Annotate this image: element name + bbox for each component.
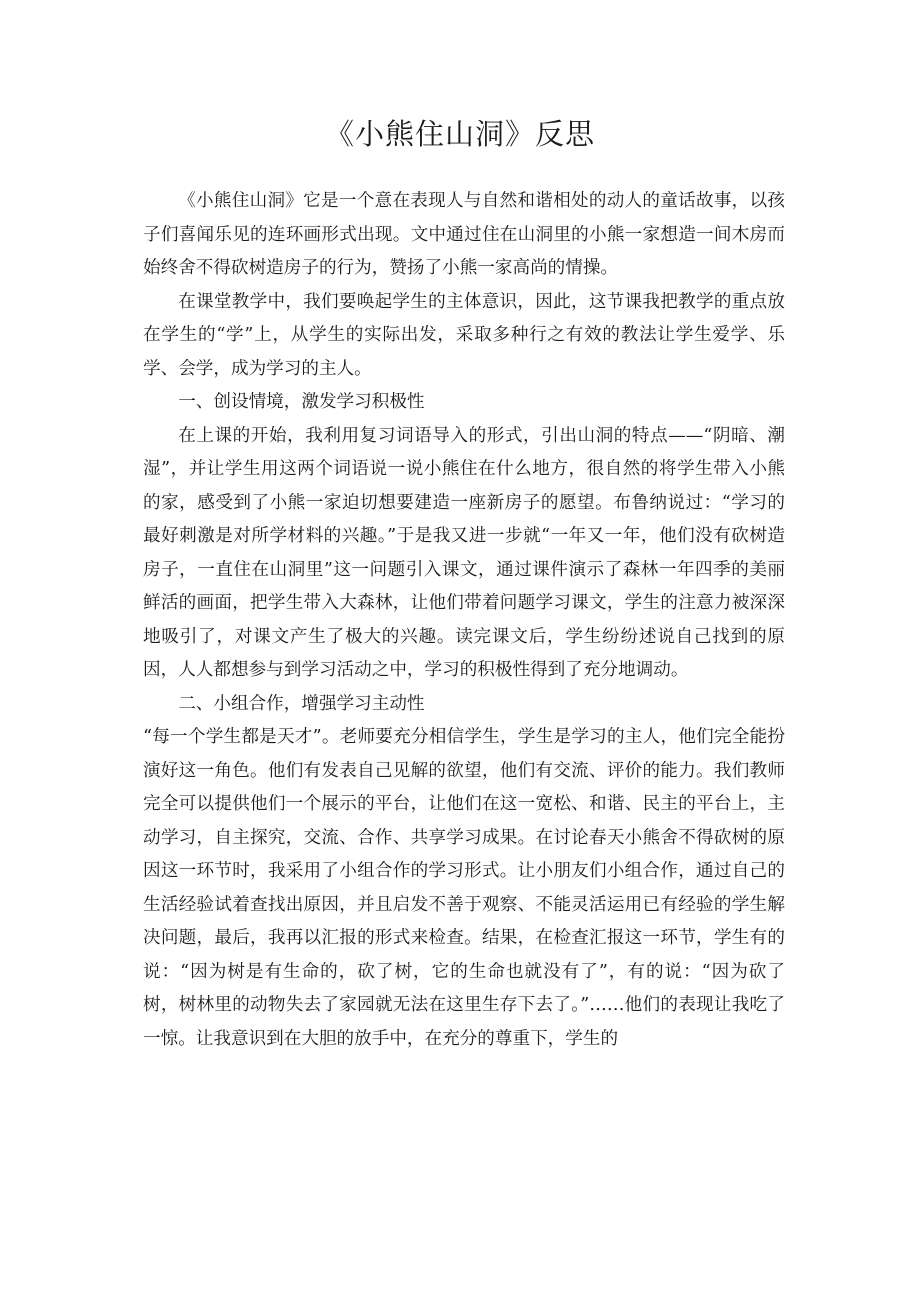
section-heading-2: 二、小组合作，增强学习主动性 bbox=[178, 693, 425, 714]
paragraph-section-2: “每一个学生都是天才”。老师要充分相信学生，学生是学习的主人，他们完全能扮演好这一角色。他们有发表自己见解的欲望，他们有交流、评价的能力。我们教师完全可以提供他们一个展示的平台，让他们在这一宽松、和谐、民主的平台上，主动学习，自主探究，交流、合作、共享学习成果。在讨论春天小熊舍不得砍树的原因这一环节时，我采用了小组合作的学习形式。让小朋友们小组合作，通过自己的生活经验试着查找出原因，并且启发不善于观察、不能灵活运用已有经验的学生解决问题，最后，我再以汇报的形式来检查。结果，在检查汇报这一环节，学生有的说：“因为树是有生命的，砍了树，它的生命也就没有了”，有的说：“因为砍了树，树林里的动物失去了家园就无法在这里生存下去了。”……他们的表现让我吃了一惊。让我意识到在大胆的放手中，在充分的尊重下，学生的 bbox=[143, 727, 785, 1049]
paragraph-teaching-focus: 在课堂教学中，我们要唤起学生的主体意识，因此，这节课我把教学的重点放在学生的“学”上，从学生的实际出发，采取多种行之有效的教法让学生爱学、乐学、会学，成为学习的主人。 bbox=[143, 291, 785, 379]
page-title: 《小熊住山洞》反思 bbox=[324, 117, 595, 151]
document-body bbox=[143, 185, 785, 1056]
section-heading-1: 一、创设情境，激发学习积极性 bbox=[178, 392, 425, 412]
paragraph-intro: 《小熊住山洞》它是一个意在表现人与自然和谐相处的动人的童话故事，以孩子们喜闻乐见的连环画形式出现。文中通过住在山洞里的小熊一家想造一间木房而始终舍不得砍树造房子的行为，赞扬了小熊一家高尚的情操。 bbox=[143, 191, 785, 278]
paragraph-section-1: 在上课的开始，我利用复习词语导入的形式，引出山洞的特点——“阴暗、潮湿”，并让学生用这两个词语说一说小熊住在什么地方，很自然的将学生带入小熊的家，感受到了小熊一家迫切想要建造一座新房子的愿望。布鲁纳说过：“学习的最好刺激是对所学材料的兴趣。”于是我又进一步就“一年又一年，他们没有砍树造房子，一直住在山洞里”这一问题引入课文，通过课件演示了森林一年四季的美丽鲜活的画面，把学生带入大森林，让他们带着问题学习课文，学生的注意力被深深地吸引了，对课文产生了极大的兴趣。读完课文后，学生纷纷述说自己找到的原因，人人都想参与到学习活动之中，学习的积极性得到了充分地调动。 bbox=[143, 425, 785, 680]
